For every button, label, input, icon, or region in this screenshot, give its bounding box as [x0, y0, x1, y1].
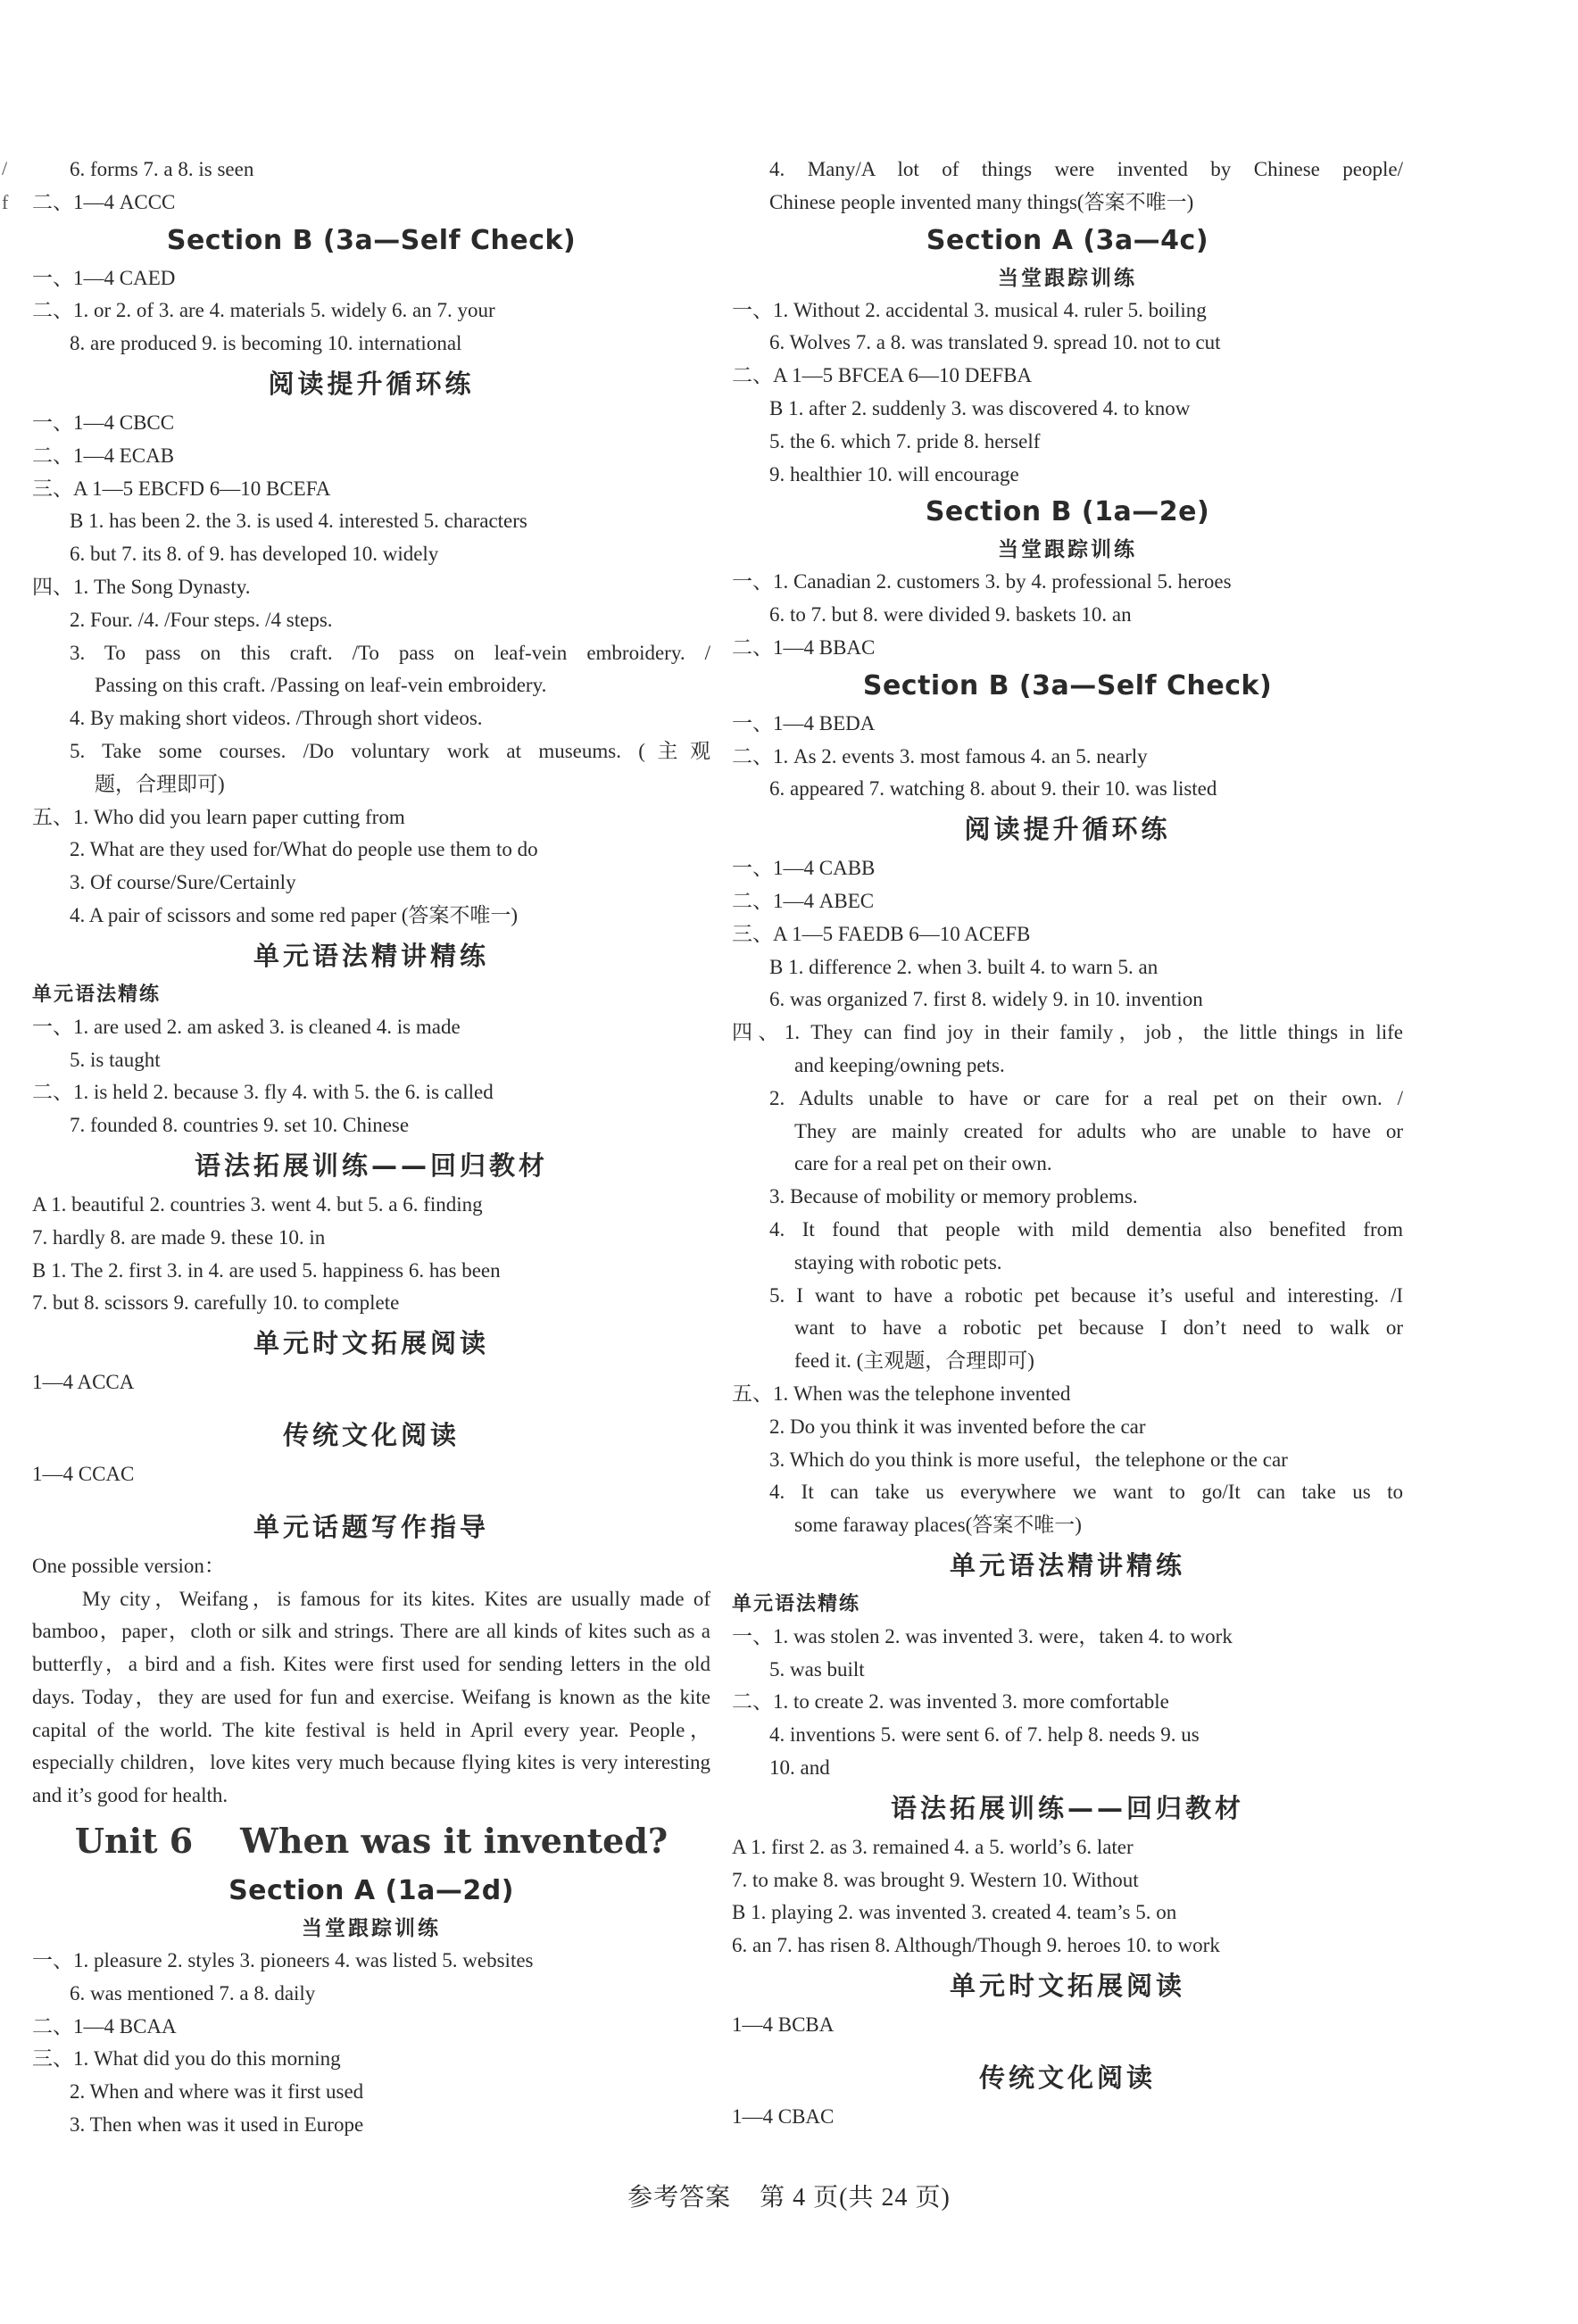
- answer-line: 6. Wolves 7. a 8. was translated 9. spread 10. not to cut: [769, 331, 1221, 354]
- right-column: [732, 154, 1403, 2134]
- answer-line: 3. Of course/Sure/Certainly: [70, 871, 296, 894]
- answer-line: 题，合理即可): [95, 772, 225, 795]
- answer-line: 6. forms 7. a 8. is seen: [70, 158, 254, 180]
- subheading: 单元语法精练: [32, 983, 162, 1006]
- answer-line: 一、1—4 CBCC: [32, 411, 175, 434]
- answer-line: 二、1. As 2. events 3. most famous 4. an 5. nearly: [732, 744, 1148, 768]
- left-column: [32, 154, 710, 2142]
- answer-line: 6. was mentioned 7. a 8. daily: [70, 1981, 316, 2004]
- answer-line: 6. was organized 7. first 8. widely 9. in 10. invention: [769, 988, 1203, 1011]
- subheading: 单元语法精练: [732, 1592, 861, 1615]
- section-heading: 单元话题写作指导: [253, 1511, 489, 1542]
- answer-line: 9. healthier 10. will encourage: [769, 462, 1019, 486]
- answer-line: 5. I want to have a robotic pet because it’s useful and interesting. /I: [769, 1283, 1403, 1307]
- margin-mark: /: [2, 157, 8, 179]
- answer-line: B 1. after 2. suddenly 3. was discovered 4. to know: [769, 396, 1191, 419]
- answer-line: feed it. (主观题，合理即可): [794, 1349, 1034, 1373]
- answer-line: 3. Which do you think is more useful，the telephone or the car: [769, 1448, 1288, 1471]
- answer-line: 4. By making short videos. /Through short videos.: [70, 707, 483, 730]
- unit-title: Unit 6 When was it invented?: [74, 1821, 669, 1862]
- answer-line: They are mainly created for adults who are unable to have or: [794, 1119, 1403, 1142]
- section-heading: 阅读提升循环练: [268, 368, 475, 399]
- section-heading: Section A (3a—4c): [926, 224, 1209, 256]
- answer-line: some faraway places(答案不唯一): [794, 1514, 1082, 1537]
- answer-line: 二、1. or 2. of 3. are 4. materials 5. widely 6. an 7. your: [32, 299, 495, 322]
- section-heading: 语法拓展训练——回归教材: [890, 1792, 1244, 1823]
- section-heading: Section B (3a—Self Check): [166, 224, 577, 256]
- answer-line: One possible version：: [32, 1554, 225, 1577]
- answer-line: 7. founded 8. countries 9. set 10. Chinese: [70, 1114, 410, 1137]
- answer-line: B 1. playing 2. was invented 3. created 4. team’s 5. on: [732, 1901, 1177, 1924]
- answer-line: 1—4 BCBA: [732, 2013, 835, 2037]
- answer-line: 7. but 8. scissors 9. carefully 10. to complete: [32, 1291, 400, 1315]
- answer-line: 三、A 1—5 FAEDB 6—10 ACEFB: [732, 922, 1031, 945]
- section-heading: Section A (1a—2d): [228, 1875, 514, 1907]
- section-heading: 传统文化阅读: [282, 1419, 460, 1450]
- answer-line: want to have a robotic pet because I don’t need to walk or: [794, 1316, 1403, 1340]
- answer-line: 二、1—4 BCAA: [32, 2014, 177, 2038]
- answer-line: 6. to 7. but 8. were divided 9. baskets 10. an: [769, 603, 1132, 627]
- section-heading: 单元语法精讲精练: [253, 940, 489, 971]
- answer-line: 7. hardly 8. are made 9. these 10. in: [32, 1225, 326, 1249]
- answer-line: 4. inventions 5. were sent 6. of 7. help 8. needs 9. us: [769, 1723, 1200, 1747]
- section-heading: 单元时文拓展阅读: [949, 1971, 1185, 2002]
- subheading: 当堂跟踪训练: [998, 266, 1137, 290]
- answer-line: 7. to make 8. was brought 9. Western 10. Without: [732, 1868, 1139, 1891]
- answer-line: 5. was built: [769, 1657, 865, 1681]
- answer-line: 10. and: [769, 1756, 830, 1780]
- answer-line: 2. Four. /4. /Four steps. /4 steps.: [70, 608, 333, 631]
- section-heading: 传统文化阅读: [978, 2062, 1156, 2093]
- answer-line: 二、A 1—5 BFCEA 6—10 DEFBA: [732, 364, 1033, 387]
- answer-line: 二、1. is held 2. because 3. fly 4. with 5. the 6. is called: [32, 1081, 494, 1104]
- answer-line: 1—4 CBAC: [732, 2104, 835, 2128]
- answer-line: Passing on this craft. /Passing on leaf-vein embroidery.: [95, 674, 547, 697]
- page-footer: 参考答案 第 4 页(共 24 页): [627, 2184, 951, 2212]
- answer-line: staying with robotic pets.: [794, 1250, 1002, 1274]
- answer-line: B 1. The 2. first 3. in 4. are used 5. happiness 6. has been: [32, 1258, 501, 1282]
- answer-line: 2. When and where was it first used: [70, 2080, 364, 2104]
- answer-line: 5. the 6. which 7. pride 8. herself: [769, 429, 1041, 452]
- answer-line: 1—4 ACCA: [32, 1371, 135, 1394]
- section-heading: Section B (1a—2e): [925, 496, 1210, 528]
- answer-line: care for a real pet on their own.: [794, 1152, 1052, 1175]
- answer-line: 5. is taught: [70, 1048, 161, 1071]
- answer-line: 一、1—4 CABB: [732, 857, 876, 880]
- answer-line: 3. To pass on this craft. /To pass on leaf-vein embroidery. /: [70, 641, 710, 664]
- answer-line: 一、1—4 CAED: [32, 266, 176, 289]
- answer-line: 三、A 1—5 EBCFD 6—10 BCEFA: [32, 477, 331, 500]
- answer-line: 二、1—4 ABEC: [732, 889, 875, 912]
- section-heading: 阅读提升循环练: [964, 814, 1171, 845]
- answer-line: 4. It can take us everywhere we want to go/It can take us to: [769, 1481, 1403, 1504]
- answer-line: 一、1. Without 2. accidental 3. musical 4. ruler 5. boiling: [732, 298, 1207, 321]
- section-heading: 单元时文拓展阅读: [253, 1328, 489, 1359]
- answer-line: 2. Do you think it was invented before the car: [769, 1415, 1146, 1438]
- answer-line: 8. are produced 9. is becoming 10. international: [70, 332, 462, 355]
- margin-mark: f: [2, 191, 9, 213]
- subheading: 当堂跟踪训练: [302, 1917, 441, 1941]
- answer-line: 6. but 7. its 8. of 9. has developed 10. widely: [70, 543, 439, 566]
- answer-line: 2. Adults unable to have or care for a real pet on their own. /: [769, 1086, 1403, 1109]
- answer-line: A 1. beautiful 2. countries 3. went 4. but 5. a 6. finding: [32, 1192, 483, 1216]
- answer-line: and keeping/owning pets.: [794, 1053, 1005, 1076]
- answer-line: 一、1—4 BEDA: [732, 711, 876, 735]
- answer-line: Chinese people invented many things(答案不唯一): [769, 190, 1194, 213]
- answer-line: 6. an 7. has risen 8. Although/Though 9. heroes 10. to work: [732, 1934, 1220, 1957]
- answer-line: 6. appeared 7. watching 8. about 9. their 10. was listed: [769, 777, 1217, 801]
- answer-line: 3. Then when was it used in Europe: [70, 2113, 364, 2137]
- answer-line: 三、1. What did you do this morning: [32, 2047, 341, 2071]
- answer-line: 一、1. are used 2. am asked 3. is cleaned 4. is made: [32, 1015, 461, 1038]
- model-essay: My city，Weifang，is famous for its kites. Kites are usually made of bamboo，paper，cloth or silk and strings. There are all kinds of kites such as a butterfly，a bird and a fish. Kites were first used for sending letters in the old days. Today，they are used for fun and exercise. Weifang is known as the kite capital of the world. The kite festival is held in April every year. People，especially children，love kites very much because flying kites is very interesting and it’s good for health.: [32, 1587, 710, 1807]
- answer-line: 3. Because of mobility or memory problems.: [769, 1185, 1138, 1208]
- answer-line: 二、1—4 ECAB: [32, 444, 175, 467]
- answer-line: 二、1—4 ACCC: [32, 190, 176, 213]
- answer-line: 四、1. The Song Dynasty.: [32, 575, 251, 598]
- answer-line: 一、1. was stolen 2. was invented 3. were，taken 4. to work: [732, 1624, 1233, 1648]
- answer-line: 一、1. pleasure 2. styles 3. pioneers 4. was listed 5. websites: [32, 1949, 534, 1972]
- section-heading: Section B (3a—Self Check): [862, 669, 1273, 701]
- answer-line: 5. Take some courses. /Do voluntary work at museums. (主观: [70, 739, 710, 762]
- subheading: 当堂跟踪训练: [998, 538, 1137, 562]
- answer-line: B 1. difference 2. when 3. built 4. to warn 5. an: [769, 955, 1159, 978]
- section-heading: 语法拓展训练——回归教材: [194, 1150, 548, 1181]
- section-heading: 单元语法精讲精练: [949, 1549, 1185, 1581]
- answer-line: 4. A pair of scissors and some red paper (答案不唯一): [70, 903, 519, 926]
- answer-line: 2. What are they used for/What do people use them to do: [70, 838, 538, 861]
- answer-line: 五、1. Who did you learn paper cutting from: [32, 805, 405, 828]
- answer-line: B 1. has been 2. the 3. is used 4. interested 5. characters: [70, 510, 527, 533]
- answer-line: 五、1. When was the telephone invented: [732, 1382, 1071, 1405]
- answer-line: 二、1—4 BBAC: [732, 635, 876, 659]
- answer-line: 二、1. to create 2. was invented 3. more comfortable: [732, 1690, 1169, 1714]
- answer-line: 一、1. Canadian 2. customers 3. by 4. professional 5. heroes: [732, 570, 1232, 593]
- answer-line: A 1. first 2. as 3. remained 4. a 5. world’s 6. later: [732, 1835, 1134, 1858]
- answer-line: 4. It found that people with mild dementia also benefited from: [769, 1217, 1403, 1241]
- answer-line: 1—4 CCAC: [32, 1462, 135, 1485]
- answer-line: 四、1. They can find joy in their family，job，the little things in life: [732, 1021, 1403, 1044]
- answer-line: 4. Many/A lot of things were invented by Chinese people/: [769, 158, 1403, 180]
